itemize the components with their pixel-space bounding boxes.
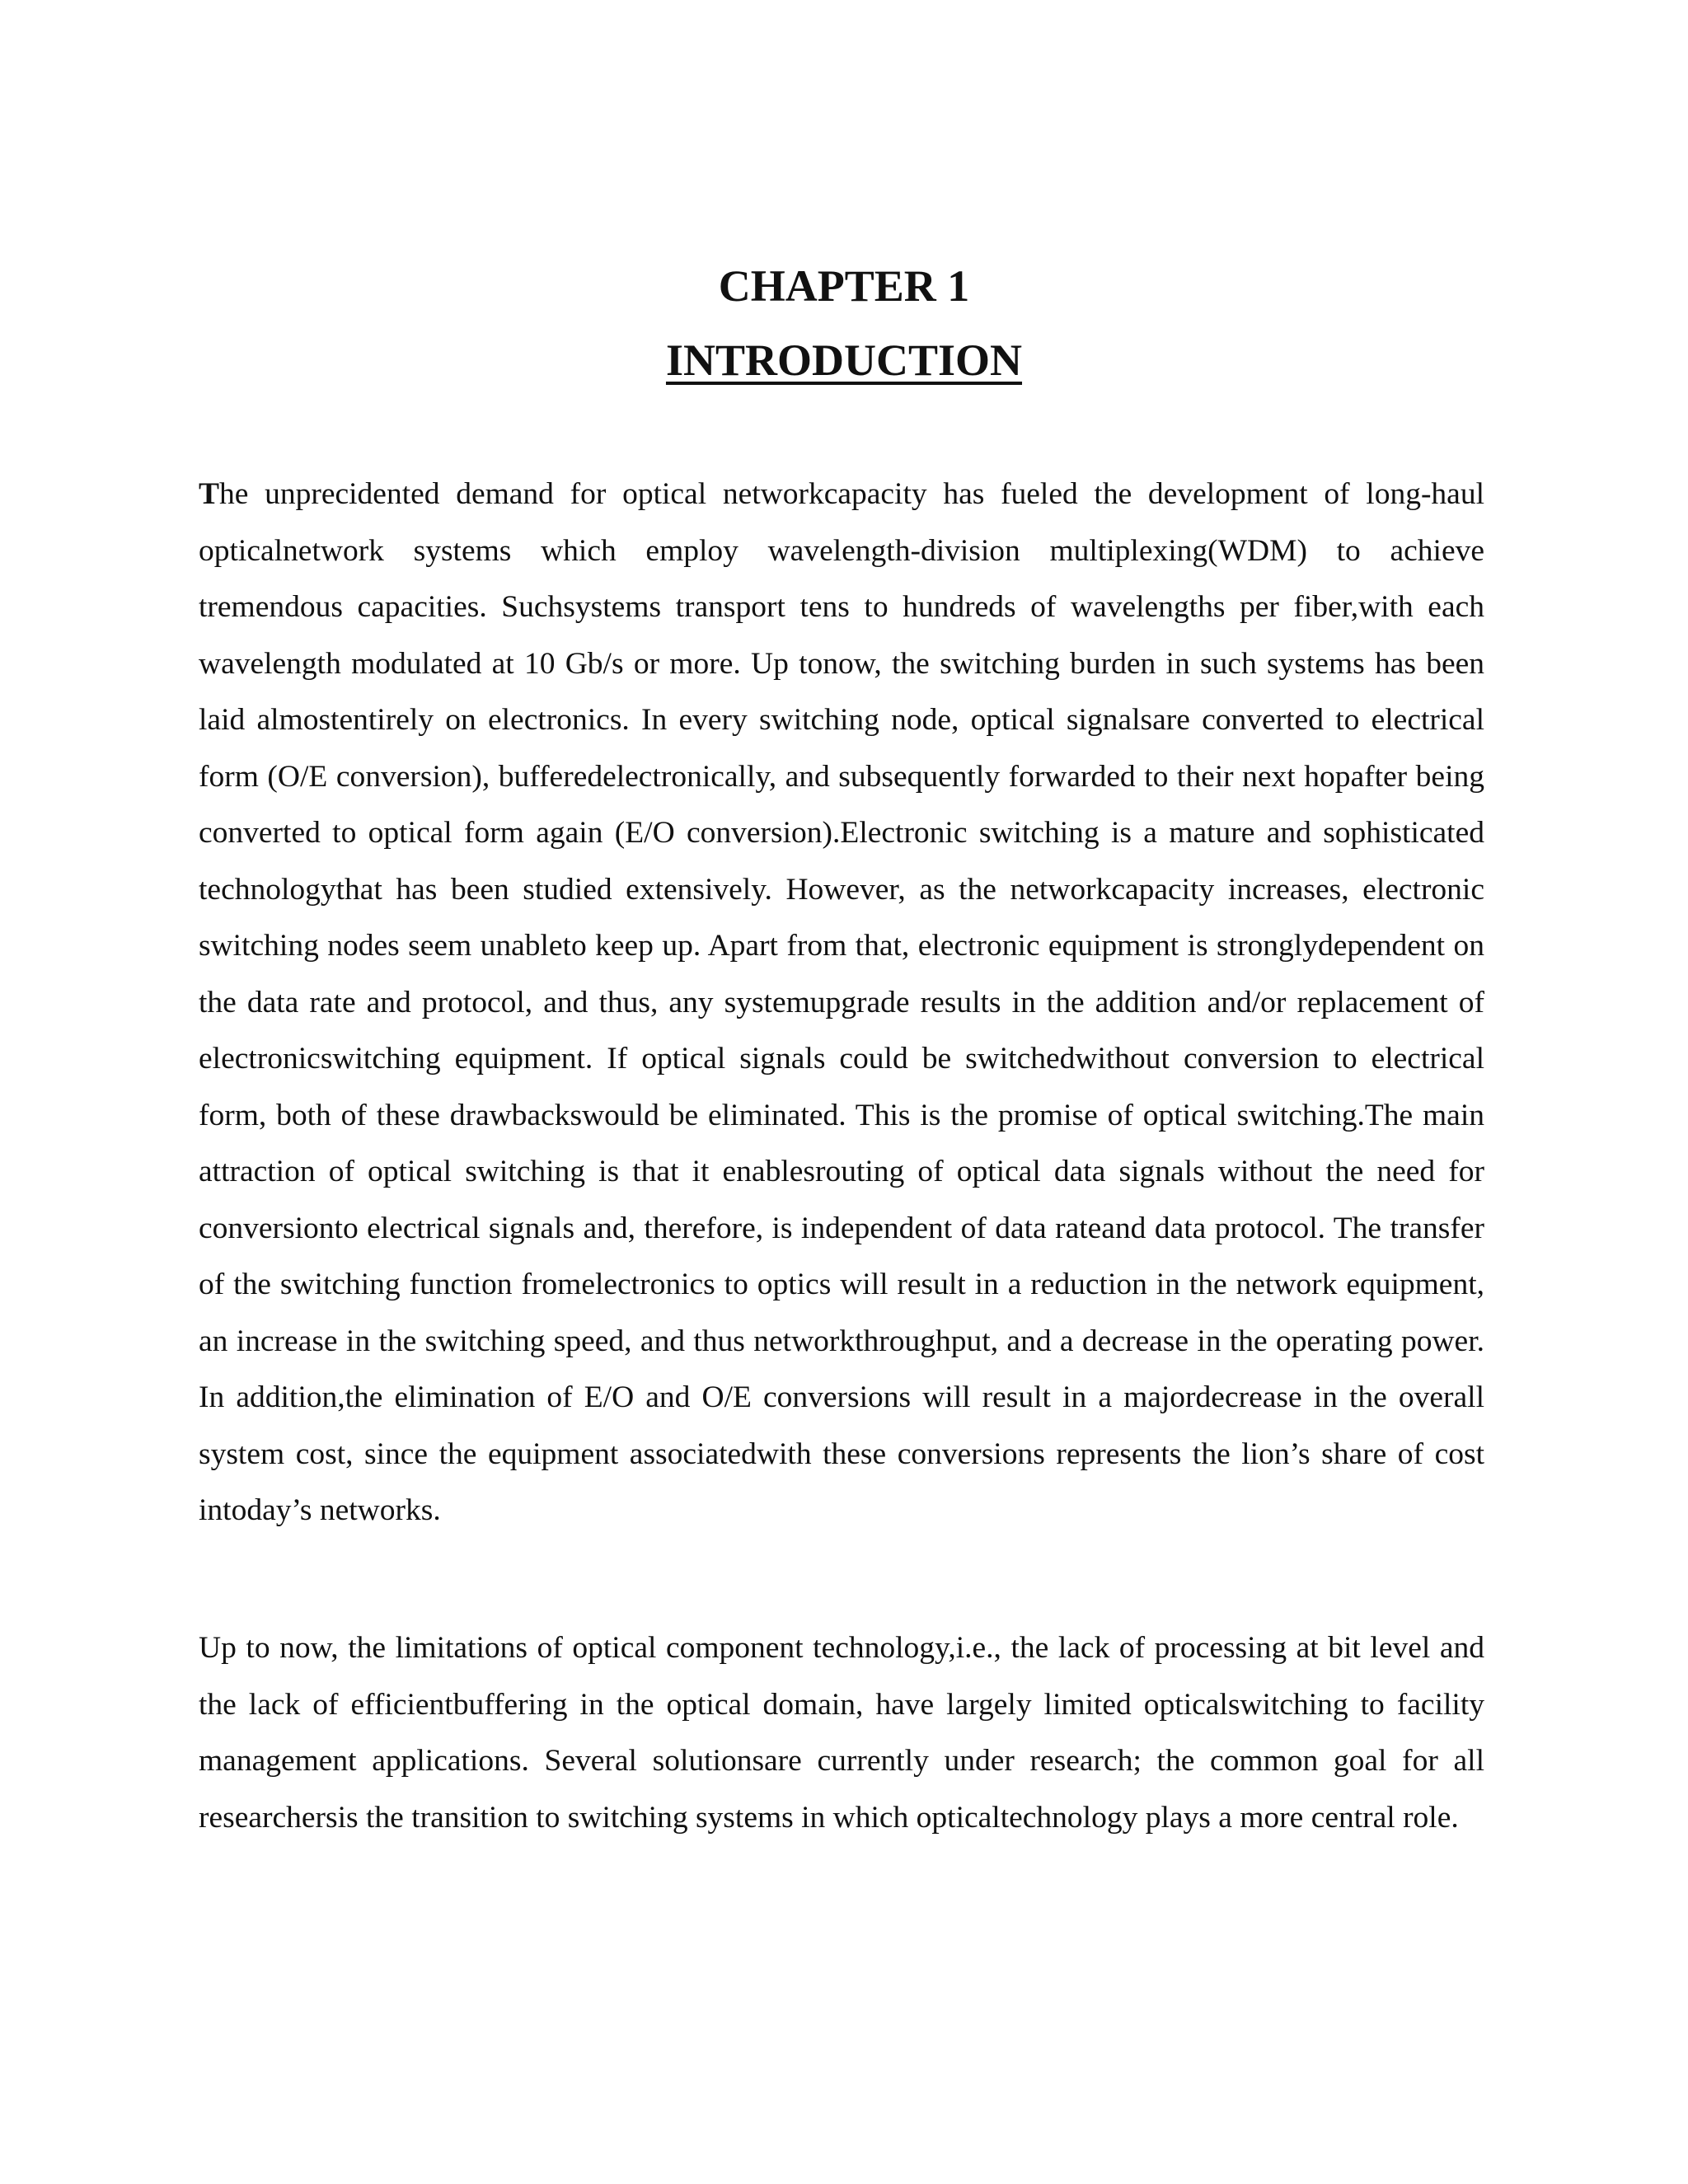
paragraph-2-text: Up to now, the limitations of optical component technology,i.e., the lack of processing at bit level and the lack of efficientbuffering in the optical domain, have largely limited opticalswitching to facility management applications. Several solutionsare currently under research; the common goal for all researchersis the transition to switching systems in which opticaltechnology plays a more central role. <box>199 1631 1484 1835</box>
body-paragraph-1 <box>199 466 1484 1540</box>
body-paragraph-2 <box>199 1620 1484 1846</box>
paragraph-initial-letter: T <box>199 477 220 511</box>
paragraph-1-text: he unprecidented demand for optical networkcapacity has fueled the development of long-haul opticalnetwork systems which employ wavelength-division multiplexing(WDM) to achieve tremendous capacities. Suchsystems transport tens to hundreds of wavelengths per fiber,with each wavelength modulated at 10 Gb/s or more. Up tonow, the switching burden in such systems has been laid almostentirely on electronics. In every switching node, optical signalsare converted to electrical form (O/E conversion), bufferedelectronically, and subsequently forwarded to their next hopafter being converted to optical form again (E/O conversion).Electronic switching is a mature and sophisticated technologythat has been studied extensively. However, as the networkcapacity increases, electronic switching nodes seem unableto keep up. Apart from that, electronic equipment is stronglydependent on the data rate and protocol, and thus, any systemupgrade results in the addition and/or replacement of electronicswitching equipment. If optical signals could be switchedwithout conversion to electrical form, both of these drawbackswould be eliminated. This is the promise of optical switching.The main attraction of optical switching is that it enablesrouting of optical data signals without the need for conversionto electrical signals and, therefore, is independent of data rateand data protocol. The transfer of the switching function fromelectronics to optics will result in a reduction in the network equipment, an increase in the switching speed, and thus networkthroughput, and a decrease in the operating power. In addition,the elimination of E/O and O/E conversions will result in a majordecrease in the overall system cost, since the equipment associatedwith these conversions represents the lion’s share of cost intoday’s networks. <box>199 477 1484 1527</box>
chapter-title <box>0 331 1688 389</box>
chapter-title-text: INTRODUCTION <box>665 335 1023 385</box>
chapter-number: CHAPTER 1 <box>718 261 970 311</box>
